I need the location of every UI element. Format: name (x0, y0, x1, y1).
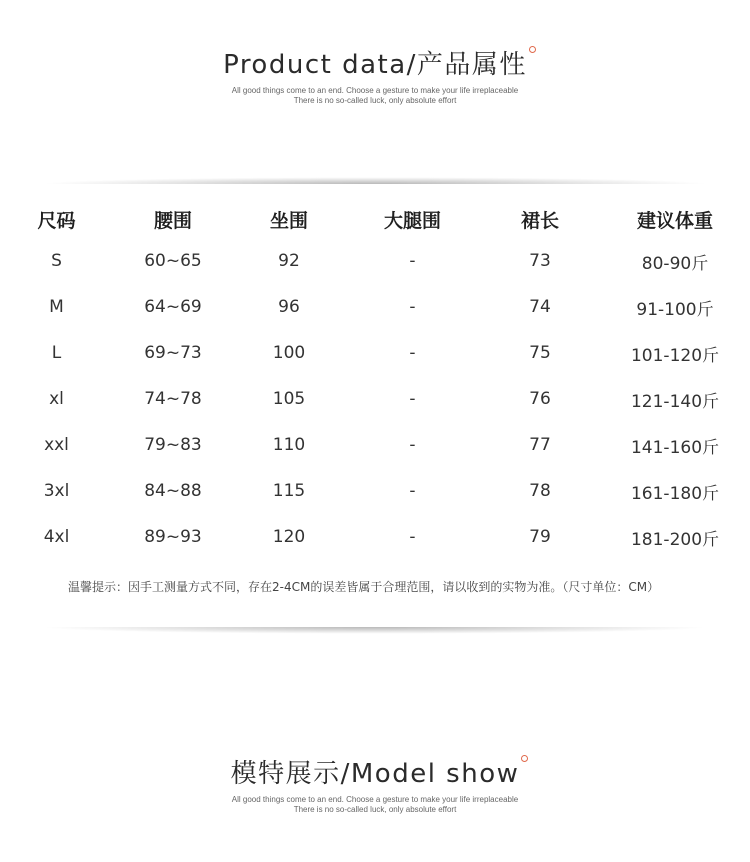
cell-waist: 69~73 (144, 343, 202, 363)
cell-skirt-length: 78 (529, 481, 551, 501)
model-show-title (231, 757, 520, 791)
cell-recommended-weight: 91-100斤 (636, 299, 714, 320)
product-data-title (223, 48, 527, 82)
header-waist: 腰围 (153, 209, 192, 232)
accent-circle-icon (521, 755, 528, 762)
cell-hip: 115 (272, 481, 306, 501)
product-data-heading (0, 48, 750, 106)
measurement-note: 温馨提示：因手工测量方式不同，存在2-4CM的误差皆属于合理范围，请以收到的实物为准。（尺寸单位：CM） (68, 580, 660, 594)
model-show-title-text: 模特展示/Model show (230, 759, 520, 789)
table-top-shadow-divider (0, 176, 750, 184)
cell-recommended-weight: 80-90斤 (641, 253, 709, 274)
header-recommended-weight: 建议体重 (636, 209, 713, 232)
cell-skirt-length: 76 (529, 389, 551, 409)
cell-recommended-weight: 141-160斤 (630, 437, 720, 458)
cell-skirt-length: 79 (529, 527, 551, 547)
table-row (0, 514, 750, 560)
table-row (0, 422, 750, 468)
header-thigh: 大腿围 (383, 209, 441, 232)
accent-circle-icon (529, 46, 536, 53)
cell-hip: 100 (272, 343, 306, 363)
cell-hip: 105 (272, 389, 306, 409)
product-data-subtitle-line2: There is no so-called luck, only absolute effort (293, 96, 457, 105)
cell-hip: 110 (272, 435, 306, 455)
cell-hip: 120 (272, 527, 306, 547)
cell-waist: 60~65 (144, 251, 202, 271)
cell-size: S (51, 251, 62, 271)
cell-size: 4xl (43, 527, 70, 547)
table-row (0, 376, 750, 422)
table-row (0, 238, 750, 284)
cell-waist: 79~83 (144, 435, 202, 455)
size-table (0, 200, 750, 560)
model-show-heading (0, 757, 750, 815)
cell-thigh: - (409, 389, 416, 409)
cell-thigh: - (409, 481, 416, 501)
header-skirt-length: 裙长 (520, 209, 559, 232)
cell-skirt-length: 75 (529, 343, 551, 363)
table-row (0, 284, 750, 330)
cell-waist: 89~93 (144, 527, 202, 547)
cell-size: 3xl (43, 481, 70, 501)
product-data-subtitle-line1: All good things come to an end. Choose a gesture to make your life irreplaceable (231, 86, 519, 95)
cell-thigh: - (409, 527, 416, 547)
cell-skirt-length: 74 (529, 297, 551, 317)
cell-waist: 64~69 (144, 297, 202, 317)
table-row (0, 330, 750, 376)
size-table-header-row (0, 200, 750, 238)
cell-recommended-weight: 161-180斤 (630, 483, 720, 504)
cell-skirt-length: 73 (529, 251, 551, 271)
table-row (0, 468, 750, 514)
cell-waist: 84~88 (144, 481, 202, 501)
cell-thigh: - (409, 297, 416, 317)
cell-hip: 92 (278, 251, 300, 271)
model-show-subtitle-line2: There is no so-called luck, only absolute effort (293, 805, 457, 814)
cell-size: xxl (44, 435, 69, 455)
cell-thigh: - (409, 343, 416, 363)
cell-size: xl (49, 389, 64, 409)
table-bottom-shadow-divider (0, 627, 750, 635)
cell-skirt-length: 77 (529, 435, 551, 455)
cell-recommended-weight: 181-200斤 (630, 529, 720, 550)
header-hip: 坐围 (269, 209, 308, 232)
cell-size: L (51, 343, 62, 363)
model-show-subtitle-line1: All good things come to an end. Choose a gesture to make your life irreplaceable (231, 795, 519, 804)
cell-thigh: - (409, 435, 416, 455)
cell-size: M (49, 297, 64, 317)
cell-hip: 96 (278, 297, 300, 317)
cell-recommended-weight: 101-120斤 (630, 345, 720, 366)
product-data-title-text: Product data/产品属性 (223, 50, 527, 80)
cell-thigh: - (409, 251, 416, 271)
cell-recommended-weight: 121-140斤 (630, 391, 720, 412)
cell-waist: 74~78 (144, 389, 202, 409)
header-size: 尺码 (37, 209, 76, 232)
